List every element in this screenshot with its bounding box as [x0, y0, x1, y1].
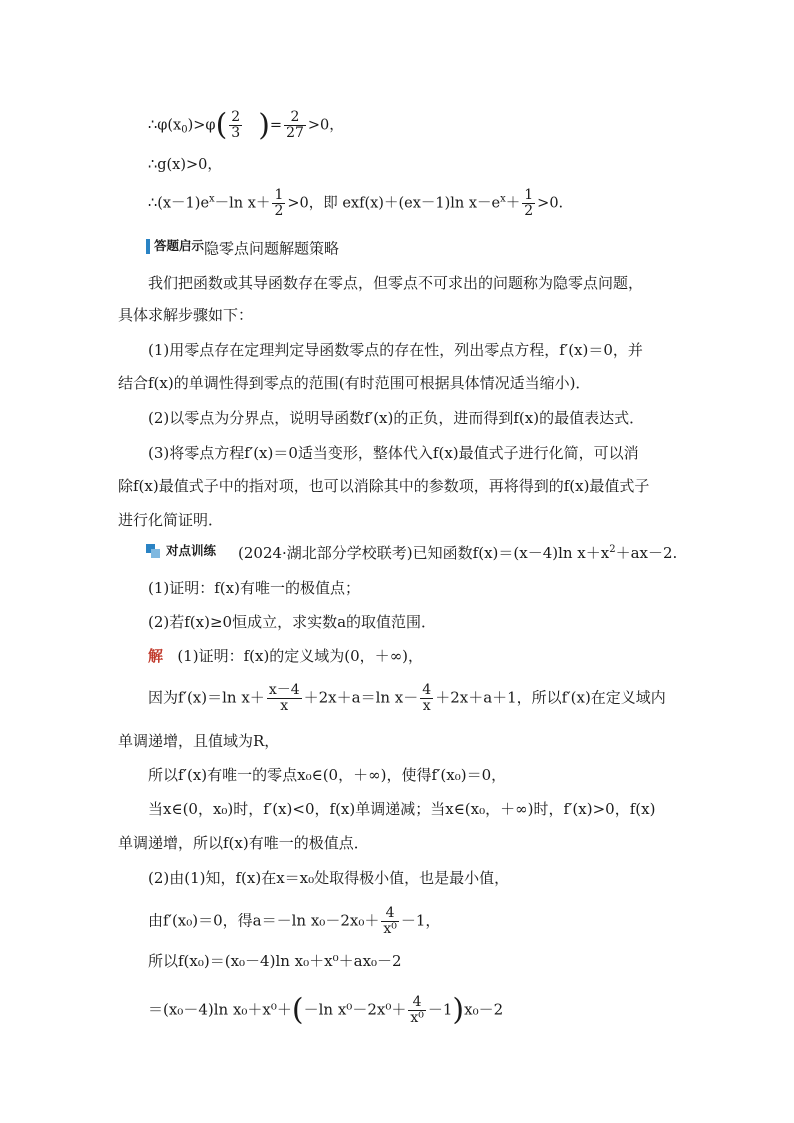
solution-line-9: ＝(x₀－4)ln x₀＋x⁰＋(－ln x⁰－2x⁰＋ $\frac{4}{\text{x⁰}}$ －1)x₀－2	[148, 992, 504, 1028]
tip-title: 隐零点问题解题策略	[204, 239, 340, 258]
inequality-phi: $\therefore\varphi(x_0)>\varphi$( $\frac{2}{3}$ )= $\frac{2}{27}$ >0，	[148, 107, 344, 143]
derivative-line: 因为f′(x)＝ln x＋ $\frac{x-4}{x}$ ＋2x＋a＝ln x－ $\frac{4}{x}$ ＋2x＋a＋1，所以f′(x)在定义域内	[148, 682, 666, 714]
practice-problem: 对点训练 (2024·湖北部分学校联考)已知函数f(x)＝(x－4)ln $x+x^2+ax-2$.	[146, 540, 677, 564]
solution-line-6: (2)由(1)知，f(x)在x＝x₀处取得极小值，也是最小值，	[148, 869, 510, 887]
practice-badge: 对点训练	[146, 541, 216, 561]
tip-paragraph: 我们把函数或其导函数存在零点，但零点不可求出的问题称为隐零点问题，	[148, 274, 644, 292]
solution-line-4: 所以f′(x)有唯一的零点x₀∈(0，＋∞)，使得f′(x₀)＝0，	[148, 766, 507, 784]
bar-icon	[146, 239, 150, 254]
solution-start: 解 (1)证明：f(x)的定义域为(0，＋∞)，	[148, 647, 424, 665]
squares-icon	[146, 544, 160, 558]
solution-line-7: 由f′(x₀)＝0，得a＝－ln x₀－2x₀＋ $\frac{4}{\text{x⁰}}$ －1，	[148, 905, 441, 937]
solution-line-5: 当x∈(0，x₀)时，f′(x)<0，f(x)单调递减；当x∈(x₀，＋∞)时，f′(x)>0，f(x)	[148, 800, 656, 818]
step-3-end: 进行化简证明．	[118, 511, 224, 529]
step-3-cont: 除f(x)最值式子中的指对项，也可以消除其中的参数项，再将得到的f(x)最值式子	[118, 477, 650, 495]
solution-label: 解	[148, 647, 164, 665]
tip-badge: 答题启示	[146, 236, 204, 256]
step-3: (3)将零点方程f′(x)＝0适当变形，整体代入f(x)最值式子进行化简，可以消	[148, 444, 639, 462]
question-1: (1)证明：f(x)有唯一的极值点；	[148, 579, 360, 597]
fraction-2-3: $\frac{2}{3}$	[231, 109, 241, 141]
tip-heading	[146, 236, 339, 260]
step-1: (1)用零点存在定理判定导函数零点的存在性，列出零点方程，f′(x)＝0，并	[148, 341, 643, 359]
step-2: (2)以零点为分界点，说明导函数f′(x)的正负，进而得到f(x)的最值表达式．	[148, 409, 645, 427]
solution-line-8: 所以f(x₀)＝(x₀－4)ln x₀＋x⁰＋ax₀－2	[148, 952, 402, 970]
solution-line-5-cont: 单调递增，所以f(x)有唯一的极值点．	[118, 834, 369, 852]
conclusion-inequality: $\therefore(x-1)e^x-\ln$ x＋ $\frac{1}{2}$ >0，即 exf(x)＋(ex－1)ln $x-e^x+$ $\frac{1}{2}$ >0.	[148, 187, 564, 219]
tip-paragraph-cont: 具体求解步骤如下：	[118, 306, 254, 324]
fraction-2-27: $\frac{2}{27}$	[286, 109, 304, 141]
g-positive: ∴g(x)>0，	[148, 157, 222, 173]
step-1-cont: 结合f(x)的单调性得到零点的范围(有时范围可根据具体情况适当缩小)．	[118, 374, 591, 392]
question-2: (2)若f(x)≥0恒成立，求实数a的取值范围．	[148, 613, 437, 631]
solution-line-3: 单调递增，且值域为R，	[118, 732, 280, 750]
